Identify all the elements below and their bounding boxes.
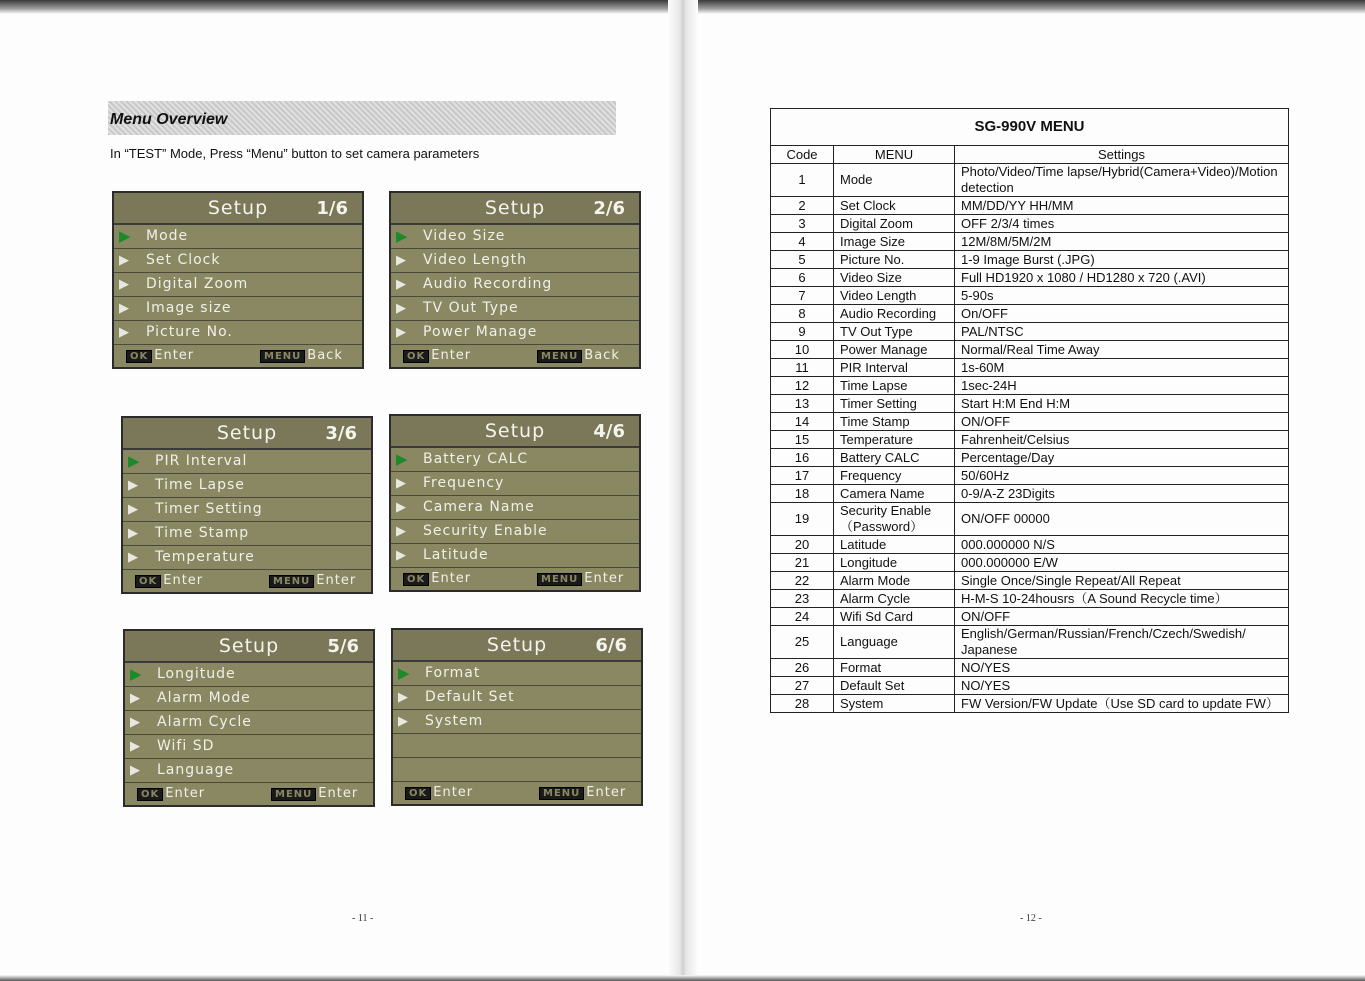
settings-cell: Fahrenheit/Celsius bbox=[955, 431, 1289, 449]
menu-item-label: TV Out Type bbox=[423, 300, 519, 316]
menu-key-label: Enter bbox=[318, 786, 359, 801]
menu-row bbox=[125, 711, 373, 735]
menu-item-label: Language bbox=[157, 762, 235, 778]
menu-item-label: Digital Zoom bbox=[146, 276, 249, 292]
code-cell: 5 bbox=[771, 251, 834, 269]
menu-row bbox=[393, 734, 641, 758]
setup-screen bbox=[123, 629, 375, 807]
screen-page-indicator: 1/6 bbox=[316, 198, 348, 219]
screen-title: Setup bbox=[486, 634, 548, 656]
menu-cell: Longitude bbox=[834, 554, 955, 572]
play-arrow-icon: ▶ bbox=[130, 715, 140, 730]
menu-row bbox=[123, 522, 371, 546]
screen-title: Setup bbox=[207, 197, 269, 219]
ok-key bbox=[403, 571, 471, 586]
menu-cell: Timer Setting bbox=[834, 395, 955, 413]
table-row bbox=[771, 431, 1289, 449]
settings-cell: 12M/8M/5M/2M bbox=[955, 233, 1289, 251]
settings-cell: NO/YES bbox=[955, 659, 1289, 677]
table-row bbox=[771, 413, 1289, 431]
table-row bbox=[771, 626, 1289, 659]
menu-cell: Temperature bbox=[834, 431, 955, 449]
settings-cell: 1s-60M bbox=[955, 359, 1289, 377]
code-cell: 14 bbox=[771, 413, 834, 431]
menu-row bbox=[391, 273, 639, 297]
screen-page-indicator: 5/6 bbox=[327, 636, 359, 657]
menu-row bbox=[114, 225, 362, 249]
screen-header bbox=[125, 631, 373, 663]
menu-cell: Power Manage bbox=[834, 341, 955, 359]
section-title: Menu Overview bbox=[110, 111, 228, 128]
settings-cell: H-M-S 10-24housrs（A Sound Recycle time） bbox=[955, 590, 1289, 608]
menu-cell: Image Size bbox=[834, 233, 955, 251]
play-arrow-icon: ▶ bbox=[398, 714, 408, 729]
code-cell: 18 bbox=[771, 485, 834, 503]
play-arrow-icon: ▶ bbox=[396, 500, 406, 515]
table-title: SG-990V MENU bbox=[771, 109, 1289, 146]
screen-title: Setup bbox=[484, 420, 546, 442]
screen-footer bbox=[393, 780, 641, 804]
menu-key-badge: MENU bbox=[537, 350, 582, 363]
settings-cell: 000.000000 E/W bbox=[955, 554, 1289, 572]
settings-cell: 50/60Hz bbox=[955, 467, 1289, 485]
table-row bbox=[771, 197, 1289, 215]
ok-key bbox=[126, 348, 194, 363]
section-header bbox=[108, 101, 616, 135]
menu-cell: Set Clock bbox=[834, 197, 955, 215]
settings-cell: Normal/Real Time Away bbox=[955, 341, 1289, 359]
menu-row bbox=[123, 498, 371, 522]
menu-item-label: Picture No. bbox=[146, 324, 233, 340]
ok-key-label: Enter bbox=[165, 786, 206, 801]
menu-row bbox=[125, 663, 373, 687]
menu-cell: Video Length bbox=[834, 287, 955, 305]
menu-key bbox=[537, 571, 624, 586]
setup-screen bbox=[391, 628, 643, 806]
menu-item-label: Alarm Mode bbox=[157, 690, 251, 706]
table-row bbox=[771, 503, 1289, 536]
menu-item-label: Default Set bbox=[425, 689, 515, 705]
menu-cell: Alarm Cycle bbox=[834, 590, 955, 608]
play-arrow-icon: ▶ bbox=[398, 690, 408, 705]
menu-row bbox=[393, 662, 641, 686]
code-cell: 28 bbox=[771, 695, 834, 713]
table-row bbox=[771, 590, 1289, 608]
code-cell: 25 bbox=[771, 626, 834, 659]
menu-row bbox=[391, 297, 639, 321]
menu-cell: Frequency bbox=[834, 467, 955, 485]
screen-footer bbox=[125, 781, 373, 805]
menu-item-label: System bbox=[425, 713, 484, 729]
play-arrow-icon: ▶ bbox=[119, 227, 131, 245]
menu-row bbox=[114, 297, 362, 321]
menu-row bbox=[114, 273, 362, 297]
menu-item-label: Alarm Cycle bbox=[157, 714, 252, 730]
play-arrow-icon: ▶ bbox=[398, 664, 410, 682]
code-cell: 26 bbox=[771, 659, 834, 677]
play-arrow-icon: ▶ bbox=[128, 550, 138, 565]
settings-cell: On/OFF bbox=[955, 305, 1289, 323]
menu-key bbox=[260, 348, 343, 363]
play-arrow-icon: ▶ bbox=[396, 548, 406, 563]
screen-header bbox=[391, 193, 639, 225]
ok-key-badge: OK bbox=[126, 350, 152, 363]
menu-key-badge: MENU bbox=[260, 350, 305, 363]
setup-screen bbox=[389, 191, 641, 369]
screen-page-indicator: 3/6 bbox=[325, 423, 357, 444]
ok-key-label: Enter bbox=[431, 348, 472, 363]
book-spine bbox=[668, 0, 698, 981]
code-cell: 10 bbox=[771, 341, 834, 359]
menu-row bbox=[393, 710, 641, 734]
menu-cell: Mode bbox=[834, 164, 955, 197]
menu-key-badge: MENU bbox=[537, 573, 582, 586]
menu-row bbox=[391, 520, 639, 544]
ok-key-badge: OK bbox=[135, 575, 161, 588]
menu-cell: Time Stamp bbox=[834, 413, 955, 431]
code-cell: 17 bbox=[771, 467, 834, 485]
play-arrow-icon: ▶ bbox=[396, 476, 406, 491]
header-settings: Settings bbox=[955, 146, 1289, 164]
menu-row bbox=[391, 472, 639, 496]
screen-page-indicator: 6/6 bbox=[595, 635, 627, 656]
setup-screen bbox=[121, 416, 373, 594]
menu-row bbox=[125, 687, 373, 711]
code-cell: 6 bbox=[771, 269, 834, 287]
menu-row bbox=[123, 546, 371, 570]
settings-cell: Start H:M End H:M bbox=[955, 395, 1289, 413]
play-arrow-icon: ▶ bbox=[396, 325, 406, 340]
table-row bbox=[771, 395, 1289, 413]
play-arrow-icon: ▶ bbox=[396, 227, 408, 245]
menu-item-label: Battery CALC bbox=[423, 451, 529, 467]
menu-cell: Camera Name bbox=[834, 485, 955, 503]
play-arrow-icon: ▶ bbox=[130, 739, 140, 754]
play-arrow-icon: ▶ bbox=[119, 253, 129, 268]
menu-cell: Video Size bbox=[834, 269, 955, 287]
menu-item-label: Wifi SD bbox=[157, 738, 215, 754]
menu-item-label: Camera Name bbox=[423, 499, 535, 515]
menu-item-label: Longitude bbox=[157, 666, 236, 682]
scan-bottom-edge bbox=[0, 975, 1365, 981]
table-row bbox=[771, 449, 1289, 467]
play-arrow-icon: ▶ bbox=[128, 478, 138, 493]
code-cell: 23 bbox=[771, 590, 834, 608]
settings-cell: ON/OFF bbox=[955, 608, 1289, 626]
code-cell: 13 bbox=[771, 395, 834, 413]
ok-key-label: Enter bbox=[433, 785, 474, 800]
table-row bbox=[771, 251, 1289, 269]
code-cell: 11 bbox=[771, 359, 834, 377]
settings-cell: MM/DD/YY HH/MM bbox=[955, 197, 1289, 215]
menu-item-label: Audio Recording bbox=[423, 276, 553, 292]
screen-footer bbox=[123, 568, 371, 592]
table-row bbox=[771, 233, 1289, 251]
code-cell: 2 bbox=[771, 197, 834, 215]
screen-header bbox=[393, 630, 641, 662]
menu-key-badge: MENU bbox=[539, 787, 584, 800]
menu-cell: Battery CALC bbox=[834, 449, 955, 467]
menu-key-label: Back bbox=[584, 348, 620, 363]
menu-cell: Latitude bbox=[834, 536, 955, 554]
settings-cell: Single Once/Single Repeat/All Repeat bbox=[955, 572, 1289, 590]
menu-item-label: Video Length bbox=[423, 252, 527, 268]
code-cell: 19 bbox=[771, 503, 834, 536]
settings-cell: 0-9/A-Z 23Digits bbox=[955, 485, 1289, 503]
play-arrow-icon: ▶ bbox=[130, 691, 140, 706]
ok-key bbox=[403, 348, 471, 363]
menu-cell: PIR Interval bbox=[834, 359, 955, 377]
table-row bbox=[771, 359, 1289, 377]
ok-key-badge: OK bbox=[405, 787, 431, 800]
screen-header bbox=[123, 418, 371, 450]
code-cell: 20 bbox=[771, 536, 834, 554]
play-arrow-icon: ▶ bbox=[128, 502, 138, 517]
screen-page-indicator: 4/6 bbox=[593, 421, 625, 442]
play-arrow-icon: ▶ bbox=[128, 452, 140, 470]
settings-cell: English/German/Russian/French/Czech/Swedish/ Japanese bbox=[955, 626, 1289, 659]
menu-item-label: Temperature bbox=[155, 549, 255, 565]
menu-row bbox=[391, 249, 639, 273]
settings-cell: 1sec-24H bbox=[955, 377, 1289, 395]
play-arrow-icon: ▶ bbox=[130, 665, 142, 683]
ok-key bbox=[137, 786, 205, 801]
settings-cell: 1-9 Image Burst (.JPG) bbox=[955, 251, 1289, 269]
menu-item-label: Timer Setting bbox=[155, 501, 263, 517]
settings-cell: Photo/Video/Time lapse/Hybrid(Camera+Video)/Motion detection bbox=[955, 164, 1289, 197]
screen-footer bbox=[391, 343, 639, 367]
code-cell: 7 bbox=[771, 287, 834, 305]
menu-row bbox=[123, 450, 371, 474]
settings-cell: OFF 2/3/4 times bbox=[955, 215, 1289, 233]
menu-table bbox=[770, 108, 1289, 713]
play-arrow-icon: ▶ bbox=[396, 301, 406, 316]
menu-row bbox=[114, 321, 362, 345]
ok-key-label: Enter bbox=[163, 573, 204, 588]
screen-title: Setup bbox=[484, 197, 546, 219]
menu-item-label: Latitude bbox=[423, 547, 489, 563]
play-arrow-icon: ▶ bbox=[396, 253, 406, 268]
table-row bbox=[771, 485, 1289, 503]
ok-key-badge: OK bbox=[403, 573, 429, 586]
menu-cell: Picture No. bbox=[834, 251, 955, 269]
menu-key bbox=[271, 786, 358, 801]
menu-row bbox=[123, 474, 371, 498]
menu-row bbox=[391, 544, 639, 568]
menu-key-label: Back bbox=[307, 348, 343, 363]
settings-cell: Full HD1920 x 1080 / HD1280 x 720 (.AVI) bbox=[955, 269, 1289, 287]
menu-row bbox=[391, 321, 639, 345]
table-row bbox=[771, 554, 1289, 572]
settings-cell: PAL/NTSC bbox=[955, 323, 1289, 341]
setup-screen bbox=[112, 191, 364, 369]
page-number-left: - 11 - bbox=[352, 913, 374, 924]
play-arrow-icon: ▶ bbox=[128, 526, 138, 541]
menu-item-label: Time Stamp bbox=[155, 525, 250, 541]
code-cell: 27 bbox=[771, 677, 834, 695]
menu-row bbox=[393, 758, 641, 782]
menu-item-label: Frequency bbox=[423, 475, 505, 491]
intro-text: In “TEST” Mode, Press “Menu” button to set camera parameters bbox=[110, 146, 480, 161]
code-cell: 21 bbox=[771, 554, 834, 572]
ok-key-badge: OK bbox=[137, 788, 163, 801]
table-row bbox=[771, 467, 1289, 485]
menu-item-label: Power Manage bbox=[423, 324, 538, 340]
menu-key-badge: MENU bbox=[269, 575, 314, 588]
code-cell: 12 bbox=[771, 377, 834, 395]
table-row bbox=[771, 164, 1289, 197]
table-row bbox=[771, 695, 1289, 713]
menu-key bbox=[539, 785, 626, 800]
code-cell: 1 bbox=[771, 164, 834, 197]
table-row bbox=[771, 215, 1289, 233]
ok-key bbox=[135, 573, 203, 588]
table-row bbox=[771, 677, 1289, 695]
menu-key-label: Enter bbox=[316, 573, 357, 588]
menu-item-label: Image size bbox=[146, 300, 232, 316]
menu-cell: Default Set bbox=[834, 677, 955, 695]
table-row bbox=[771, 323, 1289, 341]
page-number-right: - 12 - bbox=[1020, 913, 1042, 924]
code-cell: 9 bbox=[771, 323, 834, 341]
settings-cell: 000.000000 N/S bbox=[955, 536, 1289, 554]
menu-item-label: Security Enable bbox=[423, 523, 548, 539]
settings-cell: ON/OFF bbox=[955, 413, 1289, 431]
menu-row bbox=[114, 249, 362, 273]
menu-item-label: Set Clock bbox=[146, 252, 221, 268]
screen-header bbox=[114, 193, 362, 225]
menu-cell: Format bbox=[834, 659, 955, 677]
screen-title: Setup bbox=[218, 635, 280, 657]
screen-footer bbox=[114, 343, 362, 367]
ok-key bbox=[405, 785, 473, 800]
settings-cell: 5-90s bbox=[955, 287, 1289, 305]
menu-cell: Digital Zoom bbox=[834, 215, 955, 233]
menu-cell: TV Out Type bbox=[834, 323, 955, 341]
menu-key bbox=[537, 348, 620, 363]
menu-item-label: Mode bbox=[146, 228, 189, 244]
menu-item-label: PIR Interval bbox=[155, 453, 248, 469]
code-cell: 22 bbox=[771, 572, 834, 590]
header-menu: MENU bbox=[834, 146, 955, 164]
ok-key-badge: OK bbox=[403, 350, 429, 363]
menu-key-label: Enter bbox=[586, 785, 627, 800]
table-row bbox=[771, 608, 1289, 626]
table-row bbox=[771, 269, 1289, 287]
table-row bbox=[771, 659, 1289, 677]
menu-row bbox=[391, 225, 639, 249]
menu-item-label: Time Lapse bbox=[155, 477, 245, 493]
table-row bbox=[771, 341, 1289, 359]
play-arrow-icon: ▶ bbox=[130, 763, 140, 778]
play-arrow-icon: ▶ bbox=[396, 277, 406, 292]
table-row bbox=[771, 377, 1289, 395]
menu-row bbox=[125, 735, 373, 759]
settings-cell: NO/YES bbox=[955, 677, 1289, 695]
menu-row bbox=[391, 496, 639, 520]
menu-cell: Time Lapse bbox=[834, 377, 955, 395]
settings-cell: Percentage/Day bbox=[955, 449, 1289, 467]
menu-cell: Security Enable （Password） bbox=[834, 503, 955, 536]
table-row bbox=[771, 536, 1289, 554]
setup-screen bbox=[389, 414, 641, 592]
play-arrow-icon: ▶ bbox=[119, 301, 129, 316]
menu-item-label: Format bbox=[425, 665, 481, 681]
code-cell: 24 bbox=[771, 608, 834, 626]
menu-item-label: Video Size bbox=[423, 228, 506, 244]
code-cell: 15 bbox=[771, 431, 834, 449]
code-cell: 3 bbox=[771, 215, 834, 233]
settings-cell: FW Version/FW Update（Use SD card to update FW） bbox=[955, 695, 1289, 713]
ok-key-label: Enter bbox=[154, 348, 195, 363]
settings-cell: ON/OFF 00000 bbox=[955, 503, 1289, 536]
menu-row bbox=[393, 686, 641, 710]
menu-cell: Audio Recording bbox=[834, 305, 955, 323]
menu-cell: System bbox=[834, 695, 955, 713]
menu-key bbox=[269, 573, 356, 588]
menu-key-badge: MENU bbox=[271, 788, 316, 801]
screen-footer bbox=[391, 566, 639, 590]
play-arrow-icon: ▶ bbox=[119, 277, 129, 292]
menu-cell: Wifi Sd Card bbox=[834, 608, 955, 626]
code-cell: 4 bbox=[771, 233, 834, 251]
table-row bbox=[771, 572, 1289, 590]
play-arrow-icon: ▶ bbox=[396, 524, 406, 539]
ok-key-label: Enter bbox=[431, 571, 472, 586]
menu-key-label: Enter bbox=[584, 571, 625, 586]
code-cell: 16 bbox=[771, 449, 834, 467]
code-cell: 8 bbox=[771, 305, 834, 323]
table-row bbox=[771, 287, 1289, 305]
header-code: Code bbox=[771, 146, 834, 164]
play-arrow-icon: ▶ bbox=[119, 325, 129, 340]
screen-header bbox=[391, 416, 639, 448]
screen-page-indicator: 2/6 bbox=[593, 198, 625, 219]
table-row bbox=[771, 305, 1289, 323]
screen-title: Setup bbox=[216, 422, 278, 444]
menu-cell: Language bbox=[834, 626, 955, 659]
menu-row bbox=[391, 448, 639, 472]
play-arrow-icon: ▶ bbox=[396, 450, 408, 468]
menu-row bbox=[125, 759, 373, 783]
menu-cell: Alarm Mode bbox=[834, 572, 955, 590]
